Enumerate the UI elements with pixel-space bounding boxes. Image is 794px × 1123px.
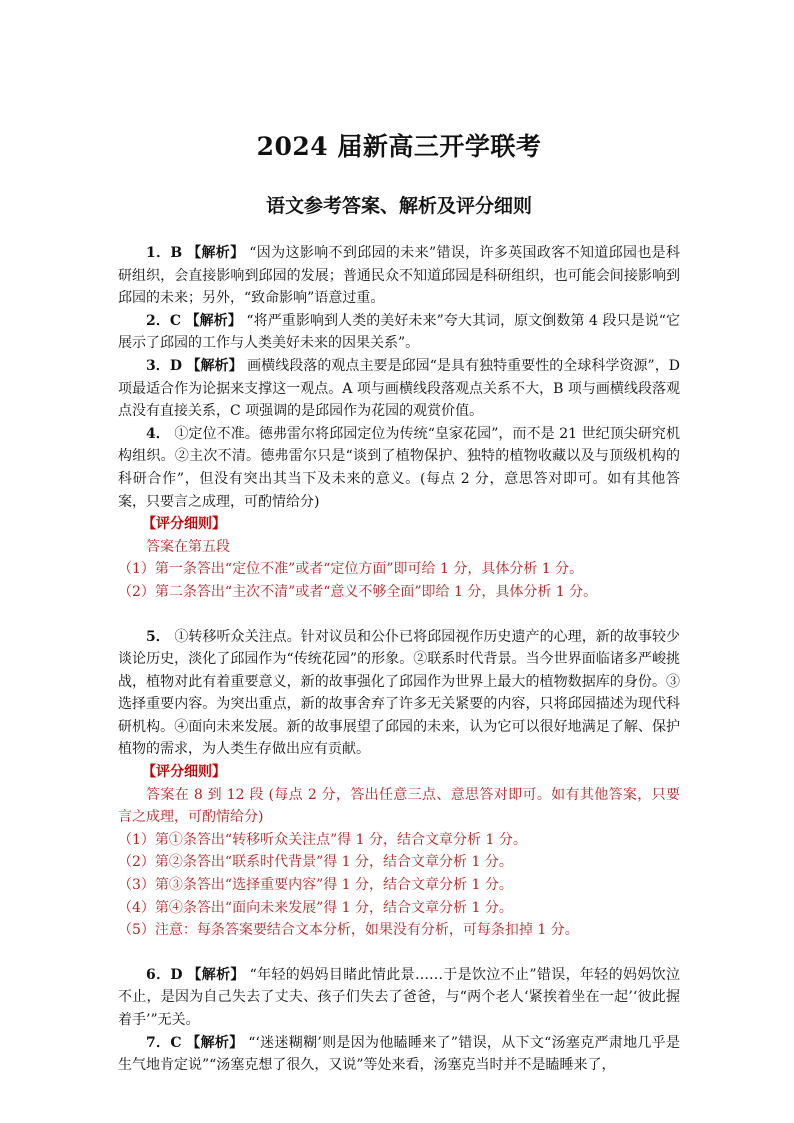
analysis-tag: 【解析】 — [186, 1034, 244, 1051]
spacer — [118, 942, 680, 964]
answer-item-2 — [118, 310, 680, 355]
analysis-text: “‘迷迷糊糊’则是因为他瞌睡来了”错误，从下文“汤塞克严肃地几乎是生气地肯定说”“汤塞克想了很久，又说”等处来看，汤塞克当时并不是瞌睡来了， — [118, 1034, 681, 1074]
rubric-heading: 【评分细则】 — [142, 516, 226, 533]
rubric-line: （2）第②条答出“联系时代背景”得 1 分，结合文章分析 1 分。 — [118, 854, 513, 871]
rubric-line: （3）第③条答出“选择重要内容”得 1 分，结合文章分析 1 分。 — [118, 877, 513, 894]
answer-number: 6．D — [146, 966, 183, 983]
analysis-tag: 【解析】 — [187, 245, 245, 261]
answer-text: ①定位不准。德弗雷尔将邱园定位为传统“皇家花园”，而不是 21 世纪顶尖研究机构组织。②主次不清。德弗雷尔只是“谈到了植物保护、独特的植物收藏以及与顶级机构的科研合作”，但没有突出其当下及未来的意义。(每点 2 分，意思答对即可。如有其他答案，只要言之成理，可酌情给分) — [118, 425, 681, 510]
rubric-line: （1）第一条答出“定位不准”或者“定位方面”即可给 1 分，具体分析 1 分。 — [118, 561, 584, 578]
rubric-heading: 【评分细则】 — [142, 764, 226, 781]
spacer — [118, 604, 680, 626]
answer-item-5 — [118, 626, 680, 762]
analysis-tag: 【解析】 — [186, 357, 243, 374]
analysis-tag: 【解析】 — [185, 312, 242, 329]
document-subtitle: 语文参考答案、解析及评分细则 — [265, 195, 532, 217]
answer-number: 2．C — [146, 312, 182, 329]
analysis-text: “将严重影响到人类的美好未来”夸大其词，原文倒数第 4 段只是说“它展示了邱园的工作与人类美好未来的因果关系”。 — [118, 312, 681, 352]
analysis-tag: 【解析】 — [187, 966, 245, 983]
answer-number: 5． — [146, 628, 170, 645]
rubric-line: （5）注意：每条答案要结合文本分析，如果没有分析，可每条扣掉 1 分。 — [118, 922, 579, 939]
analysis-text: 画横线段落的观点主要是邱园“是具有独特重要性的全球科学资源”，D 项最适合作为论据来支撑这一观点。A 项与画横线段落观点关系不大，B 项与画横线段落观点没有直接关系，C 项强调的是邱园作为花园的观赏价值。 — [118, 357, 680, 420]
document-title: 2024 届新高三开学联考 — [256, 132, 542, 161]
rubric-line: （1）第①条答出“转移听众关注点”得 1 分，结合文章分析 1 分。 — [118, 831, 527, 848]
answer-item-4 — [118, 423, 680, 513]
rubric-location: 答案在 8 到 12 段 (每点 2 分，答出任意三点、意思答对即可。如有其他答案，只要言之成理，可酌情给分) — [118, 786, 680, 826]
answer-number: 3．D — [146, 357, 182, 374]
rubric-line: （2）第二条答出“主次不清”或者“意义不够全面”即给 1 分，具体分析 1 分。 — [118, 583, 598, 600]
answer-item-7 — [118, 1032, 680, 1077]
answer-number: 1．B — [146, 245, 183, 261]
answer-number: 4． — [146, 425, 170, 442]
answer-text: ①转移听众关注点。针对议员和公仆已将邱园视作历史遗产的心理，新的故事较少谈论历史，淡化了邱园作为“传统花园”的形象。②联系时代背景。当今世界面临诸多严峻挑战，植物对此有着重要意义，新的故事强化了邱园作为世界上最大的植物数据库的身份。③选择重要内容。为突出重点，新的故事舍弃了许多无关紧要的内容，只将邱园描述为现代科研机构。④面向未来发展。新的故事展望了邱园的未来，认为它可以很好地满足了解、保护植物的需求，为人类生存做出应有贡献。 — [118, 628, 680, 758]
rubric-location: 答案在第五段 — [146, 538, 230, 555]
analysis-text: “因为这影响不到邱园的未来”错误，许多英国政客不知道邱园也是科研组织，会直接影响到邱园的发展；普通民众不知道邱园是科研组织，也可能会间接影响到邱园的未来；另外，“致命影响”语意过重。 — [118, 245, 681, 307]
rubric-line: （4）第④条答出“面向未来发展”得 1 分，结合文章分析 1 分。 — [118, 899, 513, 916]
answer-item-6 — [118, 964, 680, 1032]
analysis-text: “年轻的妈妈目睹此情此景……于是饮泣不止”错误，年轻的妈妈饮泣不止，是因为自己失去了丈夫、孩子们失去了爸爸，与“两个老人‘紧挨着坐在一起’‘彼此握着手’”无关。 — [118, 966, 681, 1028]
answer-number: 7．C — [146, 1034, 182, 1051]
answer-item-3 — [118, 355, 680, 423]
answer-item-1 — [118, 242, 680, 310]
